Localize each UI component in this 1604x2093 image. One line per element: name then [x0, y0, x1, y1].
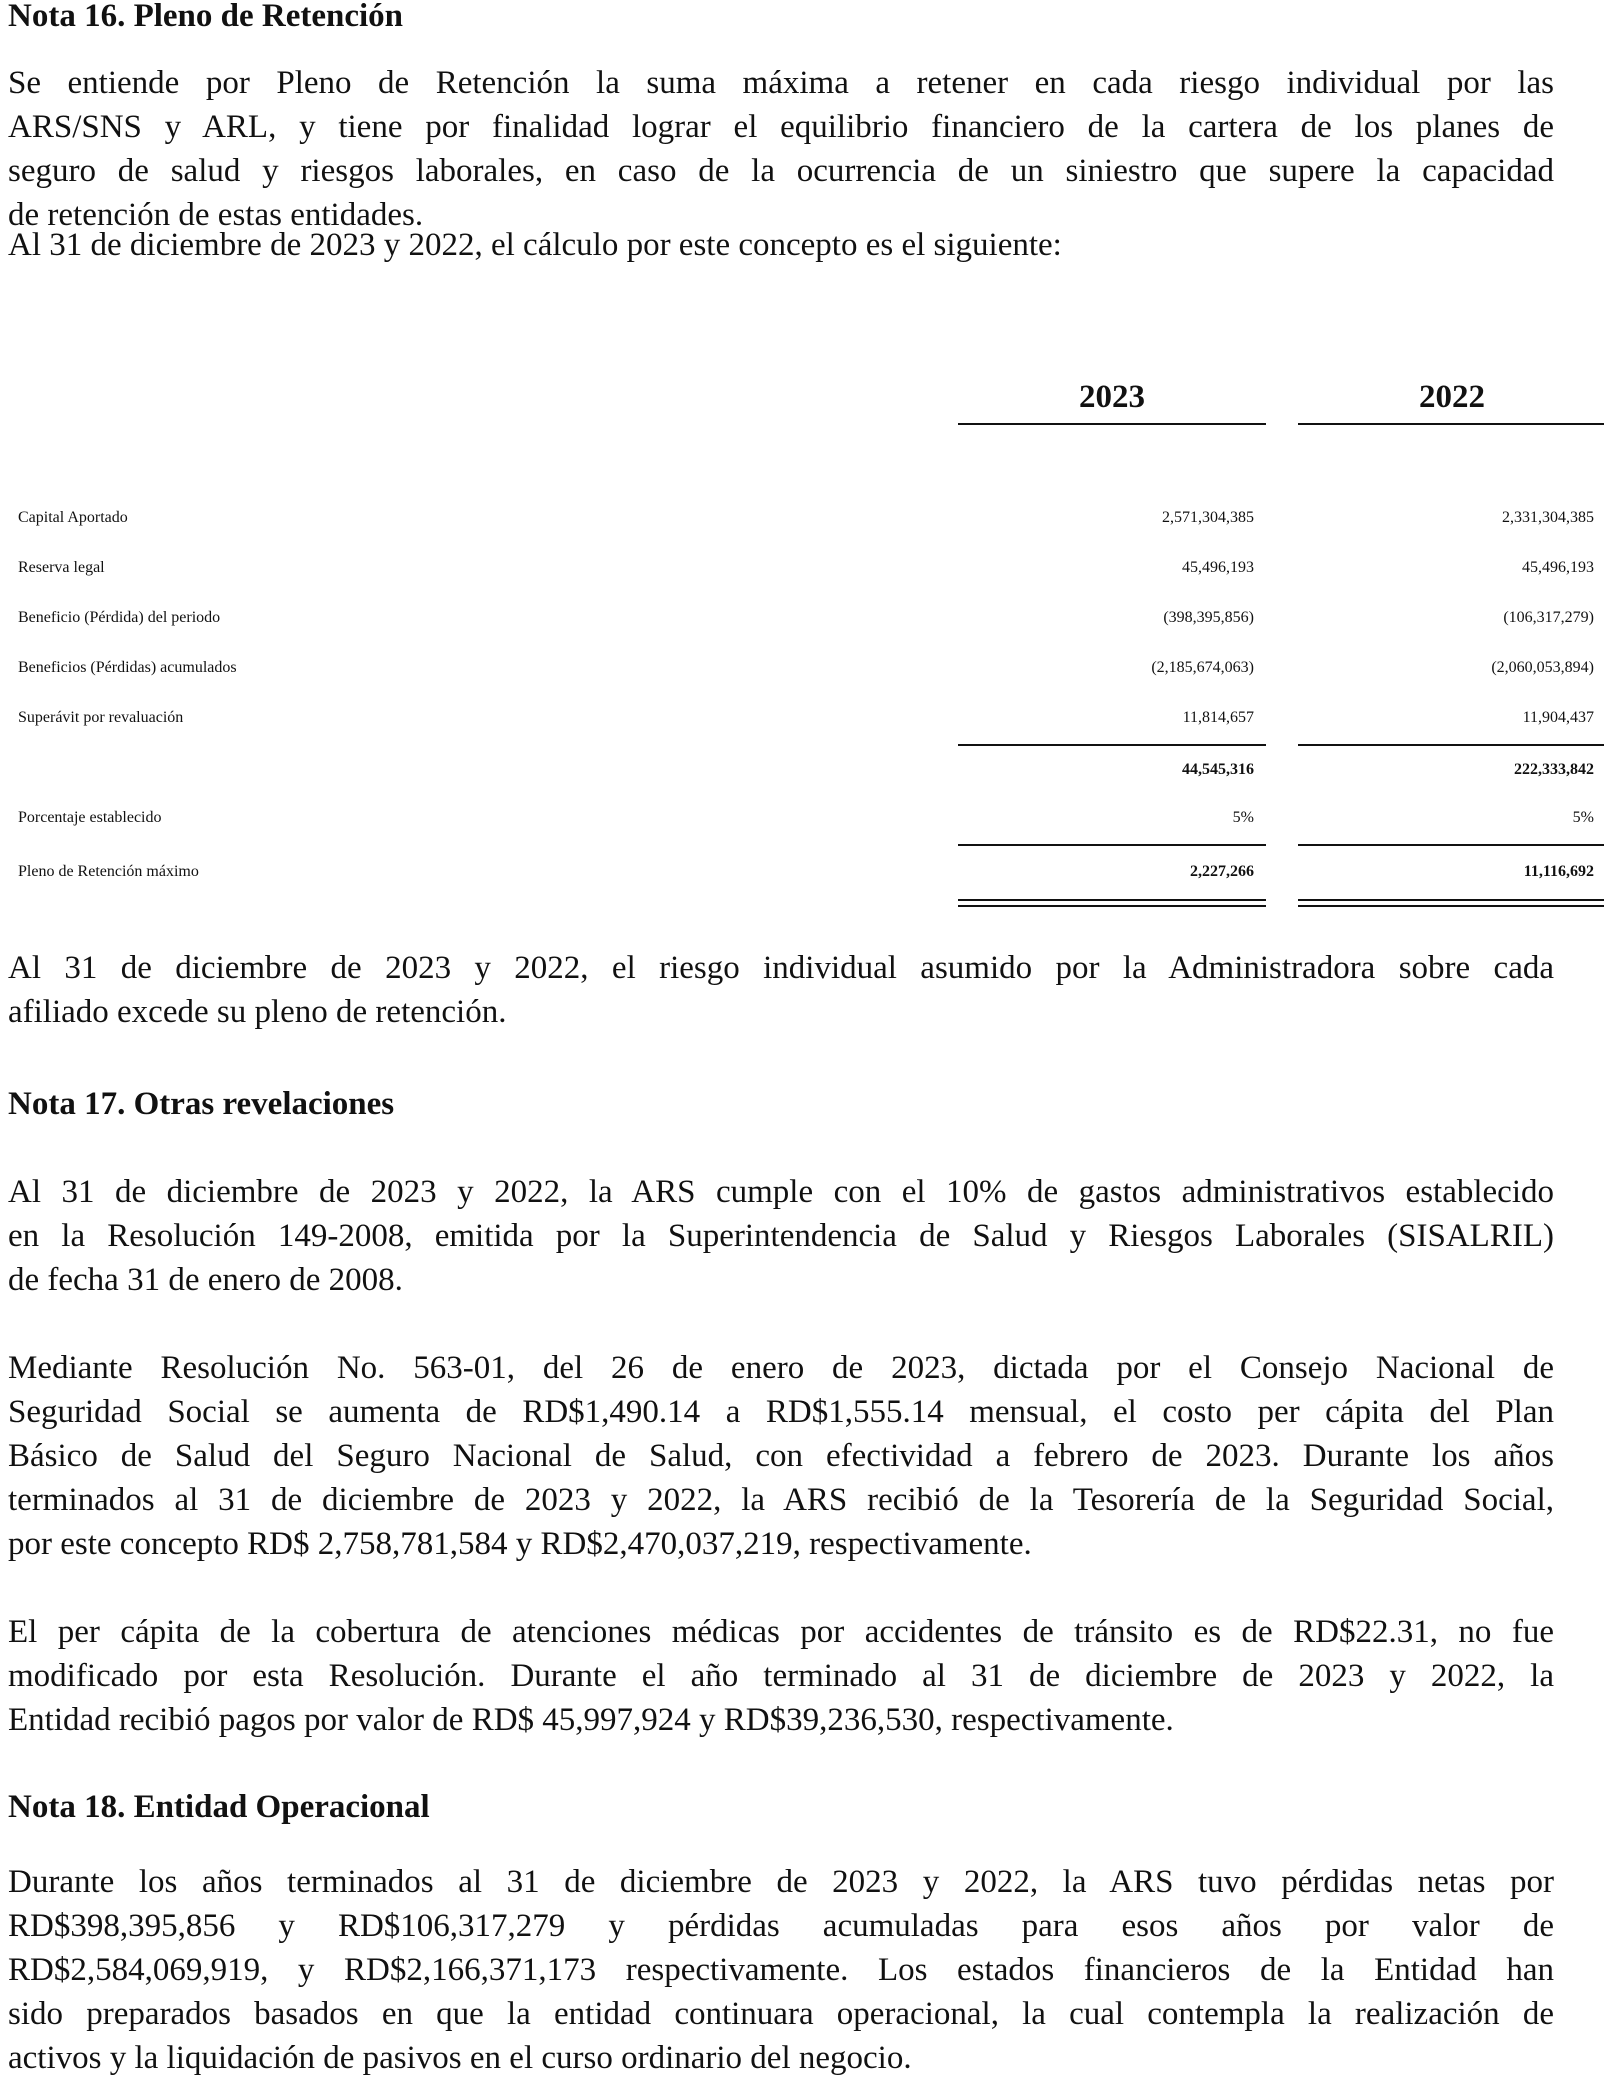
table-row: [8, 543, 1604, 593]
total-double-rule-2022: [1298, 899, 1604, 907]
row-label: Beneficios (Pérdidas) acumulados: [18, 659, 237, 676]
total-double-rule-2023: [958, 899, 1266, 907]
nota18-title: Nota 18. Entidad Operacional: [8, 1789, 430, 1825]
table-row: [8, 643, 1604, 693]
row-label: Capital Aportado: [18, 509, 128, 526]
nota17-paragraph-1: [8, 1170, 1554, 1302]
value-2023: (398,395,856): [1163, 609, 1254, 626]
total-2023: 2,227,266: [1190, 863, 1254, 880]
text-line: activos y la liquidación de pasivos en el curso ordinario del negocio.: [8, 2040, 912, 2076]
value-2022: 5%: [1572, 809, 1594, 826]
value-2022: 2,331,304,385: [1502, 509, 1594, 526]
value-2023: (2,185,674,063): [1151, 659, 1254, 676]
text-line: El per cápita de la cobertura de atenciones médicas por accidentes de tránsito es de RD$22.31, no fue: [8, 1614, 1554, 1650]
text-line: Al 31 de diciembre de 2023 y 2022, el riesgo individual asumido por la Administradora sobre cada: [8, 950, 1554, 986]
table-row: [8, 593, 1604, 643]
column-header-2023: 2023: [958, 377, 1266, 425]
total-row: [8, 847, 1604, 897]
text-line: seguro de salud y riesgos laborales, en caso de la ocurrencia de un siniestro que supere la capacidad: [8, 153, 1554, 189]
text-line: sido preparados basados en que la entidad continuara operacional, la cual contempla la realización de: [8, 1996, 1554, 2032]
text-line: por este concepto RD$ 2,758,781,584 y RD$2,470,037,219, respectivamente.: [8, 1526, 1032, 1562]
text-line: Entidad recibió pagos por valor de RD$ 45,997,924 y RD$39,236,530, respectivamente.: [8, 1702, 1174, 1738]
row-label: Superávit por revaluación: [18, 709, 184, 726]
value-2023: 45,496,193: [1182, 559, 1254, 576]
text-line: afiliado excede su pleno de retención.: [8, 994, 507, 1030]
nota18-paragraph-1: [8, 1860, 1554, 2080]
subtotal-2023: 44,545,316: [1182, 761, 1254, 778]
text-line: de retención de estas entidades.: [8, 197, 424, 233]
subtotal-2022: 222,333,842: [1514, 761, 1594, 778]
value-2023: 11,814,657: [1182, 709, 1254, 726]
value-2022: 45,496,193: [1522, 559, 1594, 576]
text-line: terminados al 31 de diciembre de 2023 y 2022, la ARS recibió de la Tesorería de la Seguridad Social,: [8, 1482, 1554, 1518]
text-line: Durante los años terminados al 31 de diciembre de 2023 y 2022, la ARS tuvo pérdidas netas por: [8, 1864, 1554, 1900]
text-line: modificado por esta Resolución. Durante el año terminado al 31 de diciembre de 2023 y 2022, la: [8, 1658, 1554, 1694]
total-2022: 11,116,692: [1523, 863, 1594, 880]
text-line: ARS/SNS y ARL, y tiene por finalidad lograr el equilibrio financiero de la cartera de los planes de: [8, 109, 1554, 145]
text-line: de fecha 31 de enero de 2008.: [8, 1262, 403, 1298]
text-line: en la Resolución 149-2008, emitida por la Superintendencia de Salud y Riesgos Laborales (SISALRIL): [8, 1218, 1554, 1254]
row-label: Beneficio (Pérdida) del periodo: [18, 609, 221, 626]
value-2022: 11,904,437: [1522, 709, 1594, 726]
value-2023: 5%: [1232, 809, 1254, 826]
table-row: [8, 793, 1604, 843]
text-line: RD$2,584,069,919, y RD$2,166,371,173 respectivamente. Los estados financieros de la Entidad han: [8, 1952, 1554, 1988]
nota17-paragraph-3: [8, 1610, 1554, 1742]
nota16-title: Nota 16. Pleno de Retención: [8, 0, 404, 34]
row-label: Reserva legal: [18, 559, 105, 576]
table-row: [8, 493, 1604, 543]
row-label: Porcentaje establecido: [18, 809, 162, 826]
text-line: Seguridad Social se aumenta de RD$1,490.14 a RD$1,555.14 mensual, el costo per cápita del Plan: [8, 1394, 1554, 1430]
nota17-title: Nota 17. Otras revelaciones: [8, 1086, 395, 1122]
value-2022: (106,317,279): [1503, 609, 1594, 626]
column-header-2022: 2022: [1298, 377, 1604, 425]
text-line: RD$398,395,856 y RD$106,317,279 y pérdidas acumuladas para esos años por valor de: [8, 1908, 1554, 1944]
text-line: Mediante Resolución No. 563-01, del 26 de enero de 2023, dictada por el Consejo Nacional de: [8, 1350, 1554, 1386]
nota16-paragraph-1: [8, 61, 1554, 237]
value-2023: 2,571,304,385: [1162, 509, 1254, 526]
nota16-paragraph-3: [8, 946, 1554, 1034]
table-row: [8, 693, 1604, 743]
total-rule-2023: [958, 844, 1266, 846]
total-rule-2022: [1298, 844, 1604, 846]
row-label: Pleno de Retención máximo: [18, 863, 199, 880]
nota16-paragraph-2: Al 31 de diciembre de 2023 y 2022, el cálculo por este concepto es el siguiente:: [8, 227, 1062, 263]
value-2022: (2,060,053,894): [1491, 659, 1594, 676]
nota17-paragraph-2: [8, 1346, 1554, 1566]
subtotal-row: [8, 745, 1604, 795]
text-line: Básico de Salud del Seguro Nacional de Salud, con efectividad a febrero de 2023. Durante los años: [8, 1438, 1554, 1474]
text-line: Al 31 de diciembre de 2023 y 2022, la ARS cumple con el 10% de gastos administrativos establecido: [8, 1174, 1554, 1210]
text-line: Se entiende por Pleno de Retención la suma máxima a retener en cada riesgo individual por las: [8, 65, 1554, 101]
